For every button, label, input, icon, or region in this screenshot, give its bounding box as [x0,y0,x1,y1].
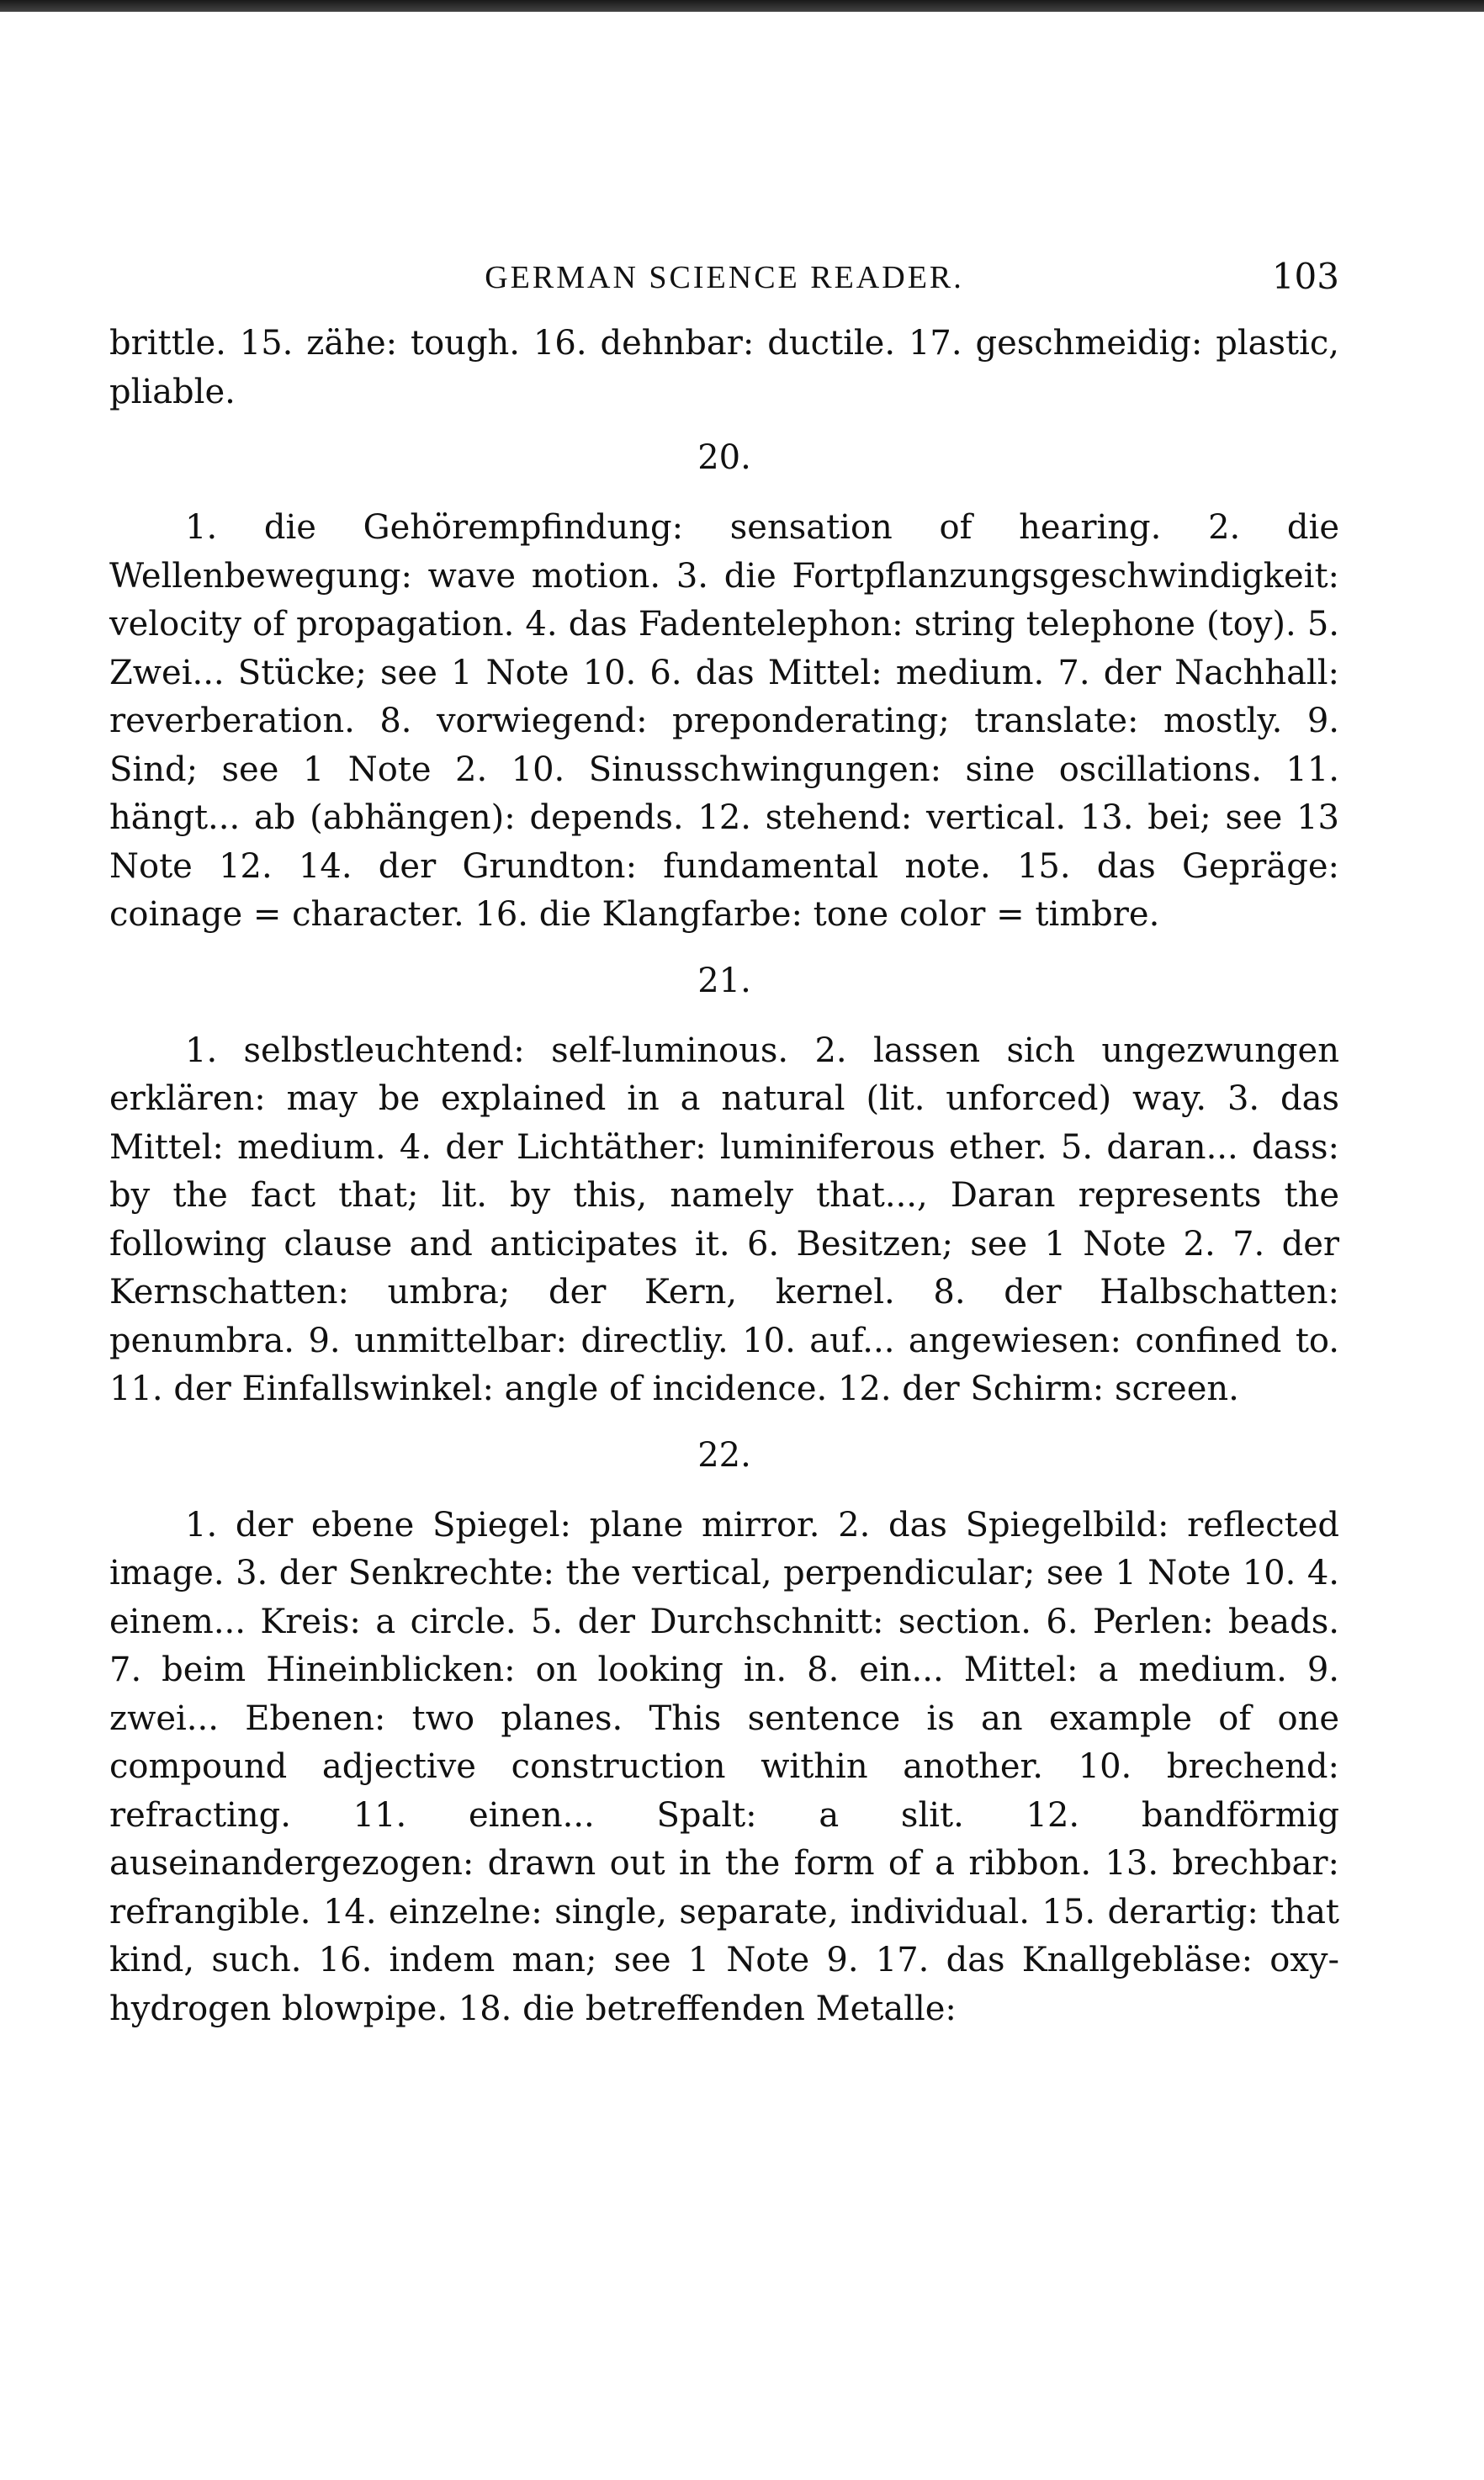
continuation-paragraph: brittle. 15. zähe: tough. 16. dehnbar: ductile. 17. geschmeidig: plastic, pliable. [109,324,1339,411]
section-20-notes: 1. die Gehörempfindung: sensation of hearing. 2. die Wellenbewegung: wave motion. 3. die Fortpflanzungsgeschwindigkeit: velocity of propagation. 4. das Fadentelephon: string telephone (toy). 5. Zwei... Stücke; see 1 Note 10. 6. das Mittel: medium. 7. der Nachhall: reverberation. 8. vorwiegend: preponderating; translate: mostly. 9. Sind; see 1 Note 2. 10. Sinusschwingungen: sine oscillations. 11. hängt... ab (abhängen): depends. 12. stehend: vertical. 13. bei; see 13 Note 12. 14. der Grundton: fundamental note. 15. das Gepräge: coinage = character. 16. die Klangfarbe: tone color = timbre. [109,508,1339,934]
running-head [109,252,1339,320]
section-number-22: 22. [697,1435,751,1475]
page-number: 103 [1271,256,1339,297]
section-number-21: 21. [697,961,751,1000]
section-number-20: 20. [697,438,751,477]
section-22-notes: 1. der ebene Spiegel: plane mirror. 2. das Spiegelbild: reflected image. 3. der Senkrechte: the vertical, perpendicular; see 1 Note 10. 4. einem... Kreis: a circle. 5. der Durchschnitt: section. 6. Perlen: beads. 7. beim Hineinblicken: on looking in. 8. ein... Mittel: a medium. 9. zwei... Ebenen: two planes. This sentence is an example of one compound adjective construction within another. 10. brechend: refracting. 11. einen... Spalt: a slit. 12. bandförmig auseinandergezogen: drawn out in the form of a ribbon. 13. brechbar: refrangible. 14. einzelne: single, separate, individual. 15. derartig: that kind, such. 16. indem man; see 1 Note 9. 17. das Knallgebläse: oxy-hydrogen blowpipe. 18. die betreffenden Metalle: [109,1505,1339,2028]
book-page [109,252,1339,2033]
section-21-notes: 1. selbstleuchtend: self-luminous. 2. lassen sich ungezwungen erklären: may be explained in a natural (lit. unforced) way. 3. das Mittel: medium. 4. der Lichtäther: luminiferous ether. 5. daran... dass: by the fact that; lit. by this, namely that..., Daran represents the following clause and anticipates it. 6. Besitzen; see 1 Note 2. 7. der Kernschatten: umbra; der Kern, kernel. 8. der Halbschatten: penumbra. 9. unmittelbar: directliy. 10. auf... angewiesen: confined to. 11. der Einfallswinkel: angle of incidence. 12. der Schirm: screen. [109,1031,1339,1408]
scan-top-edge [0,0,1484,12]
running-title: GERMAN SCIENCE READER. [485,260,964,295]
